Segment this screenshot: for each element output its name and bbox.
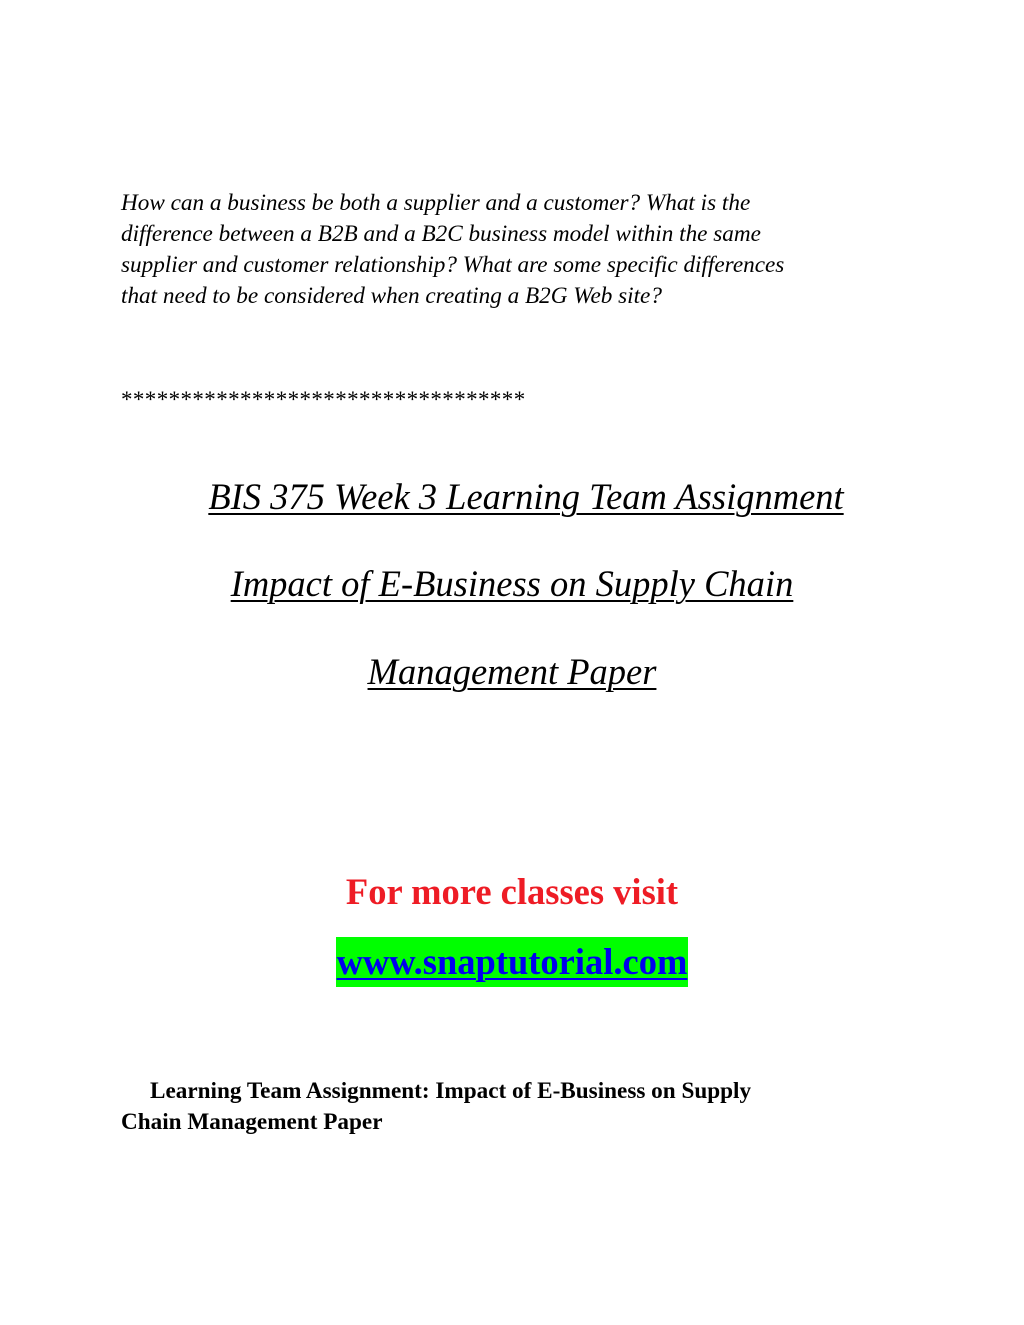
assignment-question — [121, 188, 911, 312]
heading-line: Chain Management Paper — [121, 1109, 383, 1135]
assignment-heading — [121, 1076, 881, 1138]
asterisk-separator: ********************************** — [121, 387, 526, 412]
question-line: difference between a B2B and a B2C business model within the same — [121, 221, 761, 247]
question-line: How can a business be both a supplier and a customer? What is the — [121, 190, 751, 216]
website-link[interactable]: www.snaptutorial.com — [336, 937, 689, 987]
question-line: that need to be considered when creating a B2G Web site? — [121, 283, 662, 309]
promo-text: For more classes visit — [345, 871, 679, 912]
title-line-paper: Management Paper — [367, 651, 657, 692]
title-line-topic: Impact of E-Business on Supply Chain — [230, 563, 794, 604]
question-line: supplier and customer relationship? What are some specific differences — [121, 252, 785, 278]
promo-link-container — [0, 937, 1024, 995]
title-line-course: BIS 375 Week 3 Learning Team Assignment — [208, 476, 844, 517]
heading-line: Learning Team Assignment: Impact of E-Business on Supply — [150, 1078, 752, 1104]
